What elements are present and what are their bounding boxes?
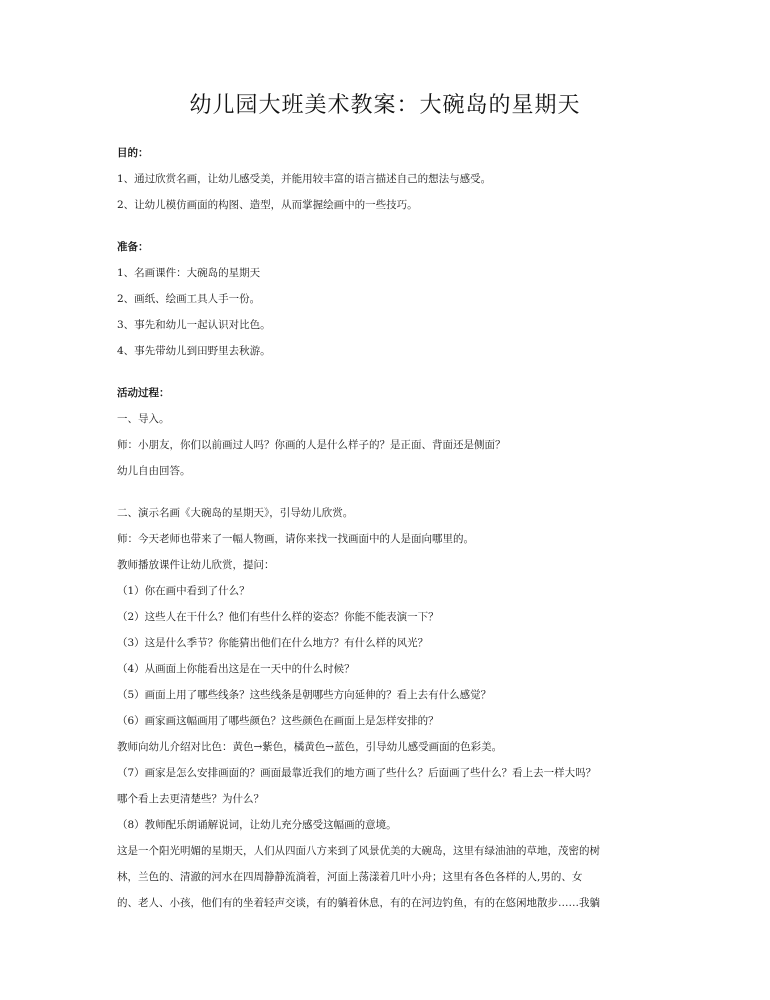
question-item: （1）你在画中看到了什么？: [117, 585, 250, 597]
question-item: （8）教师配乐朗诵解说词，让幼儿充分感受这幅画的意境。: [117, 819, 397, 831]
process-paragraph: 二、演示名画《大碗岛的星期天》，引导幼儿欣赏。: [117, 507, 354, 519]
section-spacer: [117, 364, 662, 380]
process-paragraph: 师：今天老师也带来了一幅人物画，请你来找一找画面中的人是面向哪里的。: [117, 533, 474, 545]
process-paragraph: 幼儿自由回答。: [117, 465, 191, 477]
question-item: （5）画面上用了哪些线条？这些线条是朝哪些方向延伸的？看上去有什么感觉？: [117, 689, 492, 701]
document-title: 幼儿园大班美术教案：大碗岛的星期天: [189, 93, 581, 118]
narration-line: 的、老人、小孩，他们有的坐着轻声交谈，有的躺着休息，有的在河边钓鱼，有的在悠闲地散步……我躺: [117, 897, 600, 909]
process-paragraph: 一、导入。: [117, 413, 170, 425]
question-item: （2）这些人在干什么？他们有些什么样的姿态？你能不能表演一下？: [117, 611, 439, 623]
preparation-item: 2、画纸、绘画工具人手一份。: [117, 293, 261, 305]
preparation-item: 1、名画课件：大碗岛的星期天: [117, 267, 261, 279]
question-item-continued: 哪个看上去更清楚些？为什么？: [117, 793, 264, 805]
narration-line: 林，兰色的、清澈的河水在四周静静流淌着，河面上荡漾着几叶小舟；这里有各色各样的人,男的、女: [117, 871, 583, 883]
preparation-heading: 准备：: [117, 241, 149, 253]
goal-item: 1、通过欣赏名画，让幼儿感受美，并能用较丰富的语言描述自己的想法与感受。: [117, 173, 492, 185]
narration-line: 这是一个阳光明媚的星期天，人们从四面八方来到了风景优美的大碗岛，这里有绿油油的草地，茂密的树: [117, 845, 600, 857]
question-item: （6）画家画这幅画用了哪些颜色？这些颜色在画面上是怎样安排的？: [117, 715, 439, 727]
preparation-item: 3、事先和幼儿一起认识对比色。: [117, 319, 271, 331]
process-heading: 活动过程：: [117, 387, 170, 399]
process-paragraph: 师：小朋友，你们以前画过人吗？你画的人是什么样子的？是正面、背面还是侧面？: [117, 439, 506, 451]
process-paragraph: 教师向幼儿介绍对比色：黄色→紫色，橘黄色→蓝色，引导幼儿感受画面的色彩美。: [117, 741, 503, 753]
question-item: （3）这是什么季节？你能猜出他们在什么地方？有什么样的风光？: [117, 637, 429, 649]
question-item: （7）画家是怎么安排画面的？画面最靠近我们的地方画了些什么？后面画了些什么？看上去一样大吗？: [117, 767, 597, 779]
preparation-item: 4、事先带幼儿到田野里去秋游。: [117, 345, 271, 357]
question-item: （4）从画面上你能看出这是在一天中的什么时候？: [117, 663, 355, 675]
goal-item: 2、让幼儿模仿画面的构图、造型，从而掌握绘画中的一些技巧。: [117, 199, 418, 211]
goals-heading: 目的：: [117, 147, 149, 159]
section-spacer: [117, 218, 662, 234]
document-body: [117, 140, 662, 916]
process-paragraph: 教师播放课件让幼儿欣赏，提问：: [117, 559, 275, 571]
section-spacer: [117, 484, 662, 500]
